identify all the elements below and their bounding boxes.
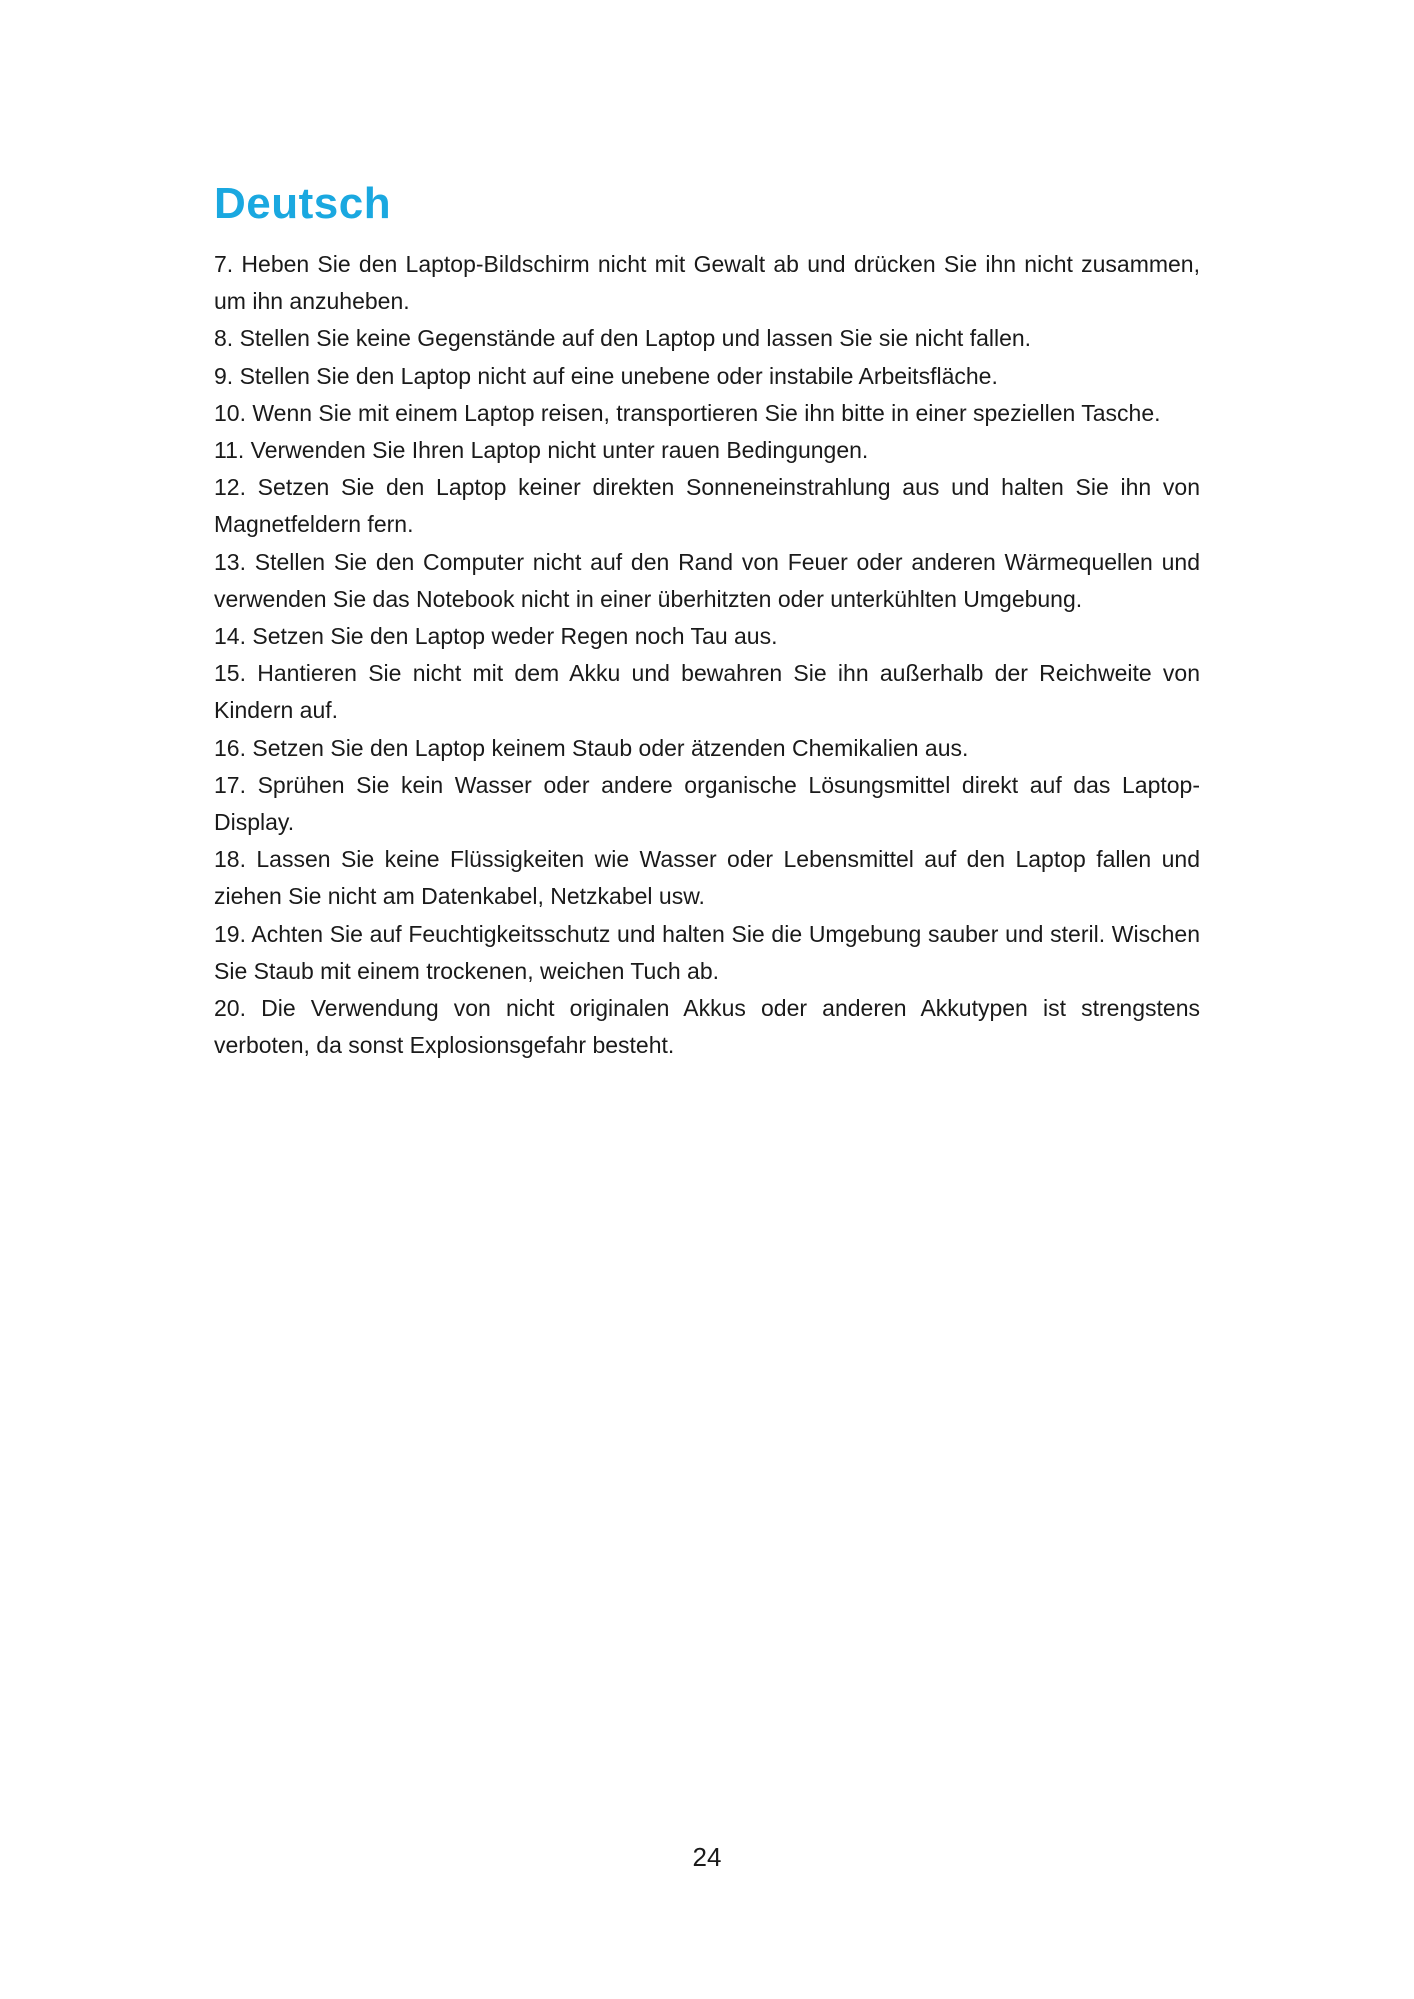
instruction-item: 8. Stellen Sie keine Gegenstände auf den Laptop und lassen Sie sie nicht fallen. — [214, 325, 1032, 352]
instruction-item: 15. Hantieren Sie nicht mit dem Akku und bewahren Sie ihn außerhalb der Reichweite von Kindern auf. — [214, 660, 1200, 724]
section-heading: Deutsch — [214, 179, 392, 228]
instruction-item: 7. Heben Sie den Laptop-Bildschirm nicht mit Gewalt ab und drücken Sie ihn nicht zusammen, um ihn anzuheben. — [214, 251, 1200, 315]
safety-instructions-list — [214, 246, 1200, 1064]
instruction-item: 14. Setzen Sie den Laptop weder Regen noch Tau aus. — [214, 623, 778, 650]
instruction-item: 11. Verwenden Sie Ihren Laptop nicht unter rauen Bedingungen. — [214, 437, 869, 464]
instruction-item: 9. Stellen Sie den Laptop nicht auf eine unebene oder instabile Arbeitsfläche. — [214, 362, 998, 389]
instruction-item: 10. Wenn Sie mit einem Laptop reisen, transportieren Sie ihn bitte in einer speziellen Tasche. — [214, 399, 1161, 426]
instruction-item: 13. Stellen Sie den Computer nicht auf den Rand von Feuer oder anderen Wärmequellen und verwenden Sie das Notebook nicht in einer überhitzten oder unterkühlten Umgebung. — [214, 548, 1200, 612]
instruction-item: 18. Lassen Sie keine Flüssigkeiten wie Wasser oder Lebensmittel auf den Laptop fallen und ziehen Sie nicht am Datenkabel, Netzkabel usw. — [214, 846, 1200, 910]
instruction-item: 19. Achten Sie auf Feuchtigkeitsschutz und halten Sie die Umgebung sauber und steril. Wischen Sie Staub mit einem trockenen, weichen Tuch ab. — [214, 920, 1200, 984]
instruction-item: 17. Sprühen Sie kein Wasser oder andere organische Lösungsmittel direkt auf das Laptop-Display. — [214, 771, 1200, 836]
page-number: 24 — [692, 1842, 722, 1872]
instruction-item: 12. Setzen Sie den Laptop keiner direkten Sonneneinstrahlung aus und halten Sie ihn von Magnetfeldern fern. — [214, 474, 1200, 538]
instruction-item: 16. Setzen Sie den Laptop keinem Staub oder ätzenden Chemikalien aus. — [214, 734, 969, 761]
instruction-item: 20. Die Verwendung von nicht originalen Akkus oder anderen Akkutypen ist strengstens verboten, da sonst Explosionsgefahr besteht. — [214, 995, 1200, 1059]
